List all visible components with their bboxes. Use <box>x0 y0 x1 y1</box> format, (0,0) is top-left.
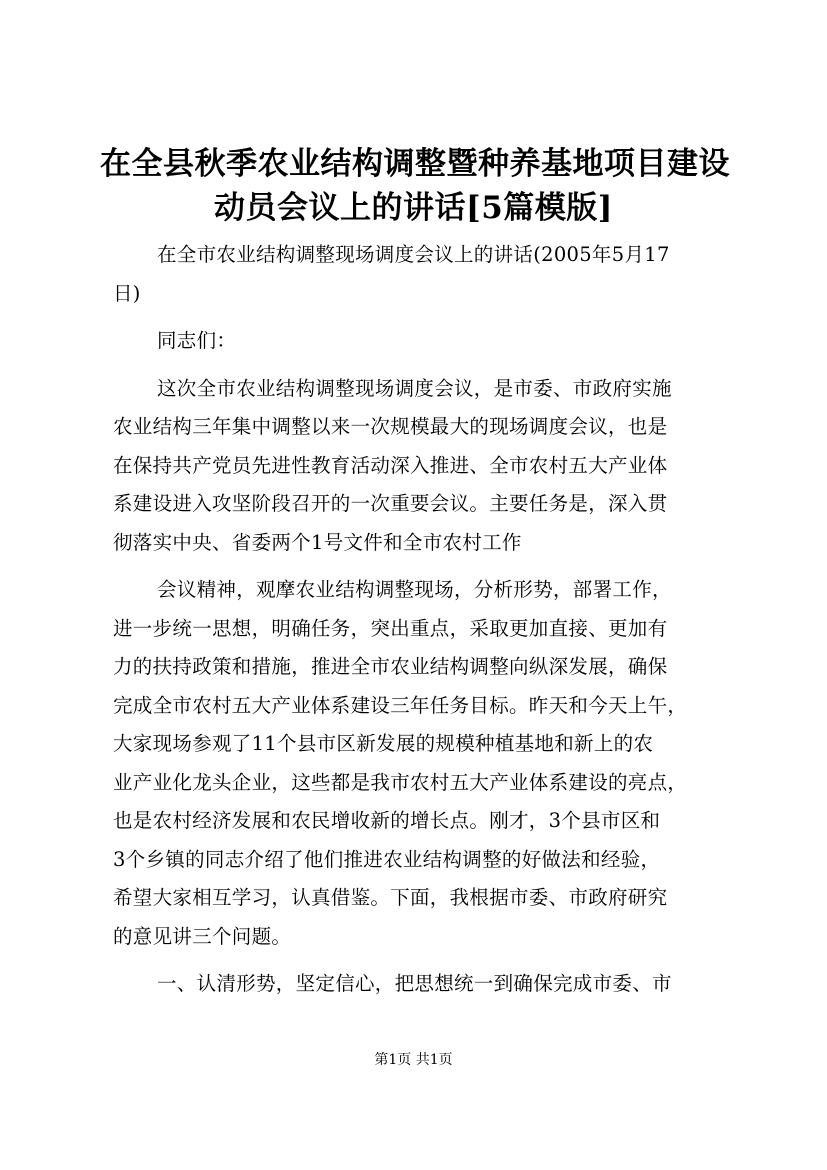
body-line: 在保持共产党员先进性教育活动深入推进、全市农村五大产业体 <box>113 453 668 477</box>
page-footer: 第1页 共1页 <box>374 1052 453 1068</box>
body-line: 进一步统一思想，明确任务，突出重点，采取更加直接、更加有 <box>113 616 668 640</box>
body-line: 大家现场参观了11个县市区新发展的规模种植基地和新上的农 <box>113 732 654 755</box>
body-line: 农业结构三年集中调整以来一次规模最大的现场调度会议，也是 <box>113 415 668 438</box>
body-line: 力的扶持政策和措施，推进全市农业结构调整向纵深发展，确保 <box>113 655 668 678</box>
body-line: 业产业化龙头企业，这些都是我市农村五大产业体系建设的亮点， <box>113 770 688 794</box>
title-line-2: 动员会议上的讲话[5篇模版] <box>214 190 613 226</box>
document-title <box>100 142 730 230</box>
body-line: 同志们： <box>157 329 237 352</box>
body-line: 这次全市农业结构调整现场调度会议，是市委、市政府实施 <box>157 376 672 400</box>
body-line: 在全市农业结构调整现场调度会议上的讲话(2005年5月17 <box>157 243 670 266</box>
document-body <box>113 236 733 1004</box>
body-line: 会议精神，观摩农业结构调整现场，分析形势，部署工作， <box>157 578 672 601</box>
body-line: 一、认清形势，坚定信心，把思想统一到确保完成市委、市 <box>157 972 672 995</box>
body-line: 希望大家相互学习，认真借鉴。下面，我根据市委、市政府研究 <box>113 886 668 909</box>
body-line: 的意见讲三个问题。 <box>113 924 292 948</box>
body-line: 完成全市农村五大产业体系建设三年任务目标。昨天和今天上午， <box>113 693 688 717</box>
body-line: 也是农村经济发展和农民增收新的增长点。刚才，3个县市区和 <box>113 809 661 832</box>
body-line: 系建设进入攻坚阶段召开的一次重要会议。主要任务是，深入贯 <box>113 492 668 515</box>
body-line: 彻落实中央、省委两个1号文件和全市农村工作 <box>113 530 522 554</box>
body-line: 日) <box>113 281 141 305</box>
body-line: 3个乡镇的同志介绍了他们推进农业结构调整的好做法和经验， <box>113 847 661 871</box>
title-line-1: 在全县秋季农业结构调整暨种养基地项目建设 <box>100 146 730 182</box>
